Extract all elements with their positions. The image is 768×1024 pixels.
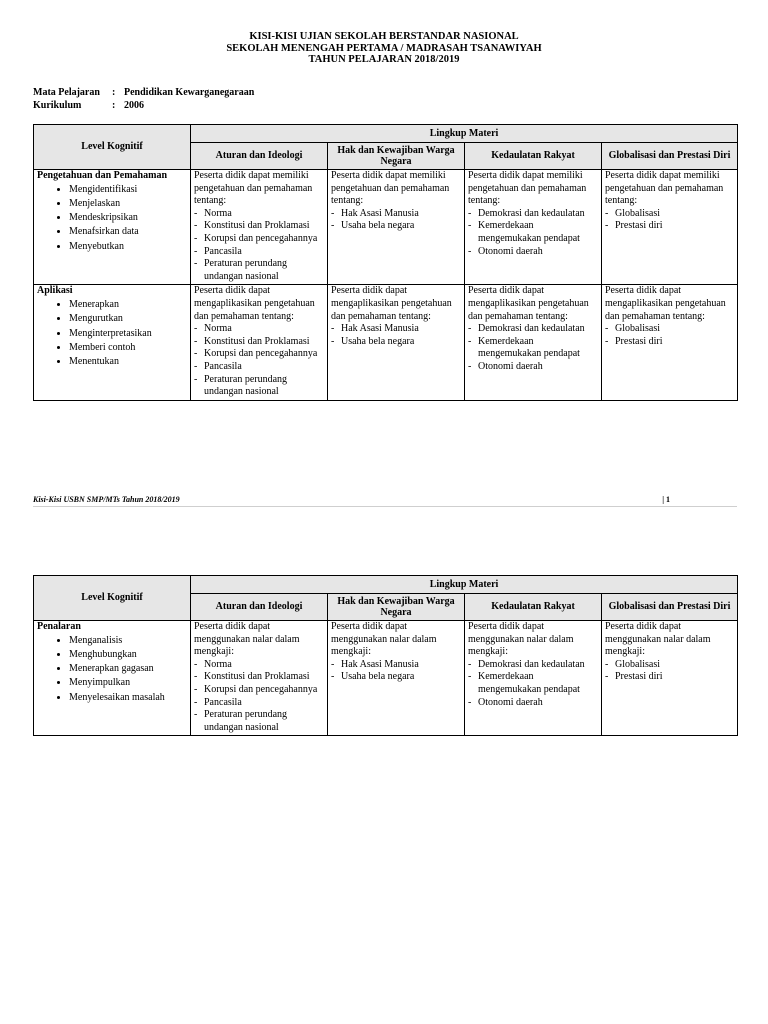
cell-intro: Peserta didik dapat mengaplikasikan pengetahuan dan pemahaman tentang: xyxy=(605,285,726,322)
scope-column-header: Globalisasi dan Prestasi Diri xyxy=(602,143,738,170)
scope-cell xyxy=(328,170,465,285)
scope-column-header: Hak dan Kewajiban Warga Negara xyxy=(328,143,465,170)
topic-item: - Otonomi daerah xyxy=(468,697,598,710)
topic-item: - Norma xyxy=(194,323,324,336)
topic-item: - Kemerdekaan mengemukakan pendapat xyxy=(468,671,598,696)
table-row xyxy=(34,285,738,400)
cell-intro: Peserta didik dapat menggunakan nalar dalam mengkaji: xyxy=(331,621,437,658)
verb-list xyxy=(37,183,187,254)
scope-column-header: Hak dan Kewajiban Warga Negara xyxy=(328,594,465,621)
verb-item: • Menafsirkan data xyxy=(69,225,187,239)
topic-item: - Otonomi daerah xyxy=(468,246,598,259)
scope-cell xyxy=(465,285,602,400)
topic-list xyxy=(605,208,734,233)
footer-text: Kisi-Kisi USBN SMP/MTs Tahun 2018/2019 xyxy=(33,495,180,504)
scope-column-header: Kedaulatan Rakyat xyxy=(465,594,602,621)
scope-column-header: Aturan dan Ideologi xyxy=(191,143,328,170)
scope-cell xyxy=(328,621,465,736)
verb-item: • Menyebutkan xyxy=(69,240,187,254)
cell-intro: Peserta didik dapat menggunakan nalar dalam mengkaji: xyxy=(194,621,300,658)
topic-item: - Kemerdekaan mengemukakan pendapat xyxy=(468,336,598,361)
scope-cell xyxy=(191,170,328,285)
topic-list xyxy=(194,323,324,399)
topic-item: - Norma xyxy=(194,659,324,672)
topic-item: - Otonomi daerah xyxy=(468,361,598,374)
topic-item: - Korupsi dan pencegahannya xyxy=(194,684,324,697)
topic-item: - Demokrasi dan kedaulatan xyxy=(468,659,598,672)
kisi-table-page2 xyxy=(33,575,738,736)
topic-list xyxy=(468,208,598,258)
topic-list xyxy=(194,659,324,735)
topic-item: - Konstitusi dan Proklamasi xyxy=(194,671,324,684)
verb-item: • Menentukan xyxy=(69,355,187,369)
verb-item: • Menganalisis xyxy=(69,634,187,648)
topic-list xyxy=(331,323,461,348)
verb-item: • Memberi contoh xyxy=(69,341,187,355)
footer-divider xyxy=(33,506,737,507)
topic-item: - Hak Asasi Manusia xyxy=(331,323,461,336)
topic-item: - Pancasila xyxy=(194,361,324,374)
scope-column-header: Aturan dan Ideologi xyxy=(191,594,328,621)
verb-item: • Menyimpulkan xyxy=(69,676,187,690)
topic-item: - Usaha bela negara xyxy=(331,220,461,233)
cell-intro: Peserta didik dapat mengaplikasikan pengetahuan dan pemahaman tentang: xyxy=(194,285,315,322)
topic-item: - Pancasila xyxy=(194,697,324,710)
cell-intro: Peserta didik dapat memiliki pengetahuan dan pemahaman tentang: xyxy=(605,170,724,207)
scope-cell xyxy=(328,285,465,400)
level-header: Level Kognitif xyxy=(34,125,191,170)
scope-column-header: Globalisasi dan Prestasi Diri xyxy=(602,594,738,621)
verb-item: • Mengidentifikasi xyxy=(69,183,187,197)
verb-item: • Menerapkan gagasan xyxy=(69,662,187,676)
scope-header: Lingkup Materi xyxy=(191,576,738,594)
subject-value: Pendidikan Kewarganegaraan xyxy=(124,87,255,98)
topic-item: - Peraturan perundang undangan nasional xyxy=(194,709,324,734)
topic-item: - Korupsi dan pencegahannya xyxy=(194,348,324,361)
document-meta xyxy=(33,87,254,112)
level-cell xyxy=(34,621,191,736)
topic-list xyxy=(605,323,734,348)
header-year: TAHUN PELAJARAN 2018/2019 xyxy=(308,54,460,65)
cell-intro: Peserta didik dapat mengaplikasikan pengetahuan dan pemahaman tentang: xyxy=(331,285,452,322)
verb-item: • Menyelesaikan masalah xyxy=(69,691,187,705)
topic-item: - Hak Asasi Manusia xyxy=(331,208,461,221)
topic-item: - Prestasi diri xyxy=(605,220,734,233)
topic-item: - Globalisasi xyxy=(605,323,734,336)
level-name: Penalaran xyxy=(37,621,81,632)
topic-item: - Konstitusi dan Proklamasi xyxy=(194,220,324,233)
topic-item: - Prestasi diri xyxy=(605,671,734,684)
scope-cell xyxy=(191,621,328,736)
topic-list xyxy=(605,659,734,684)
table-row xyxy=(34,170,738,285)
cell-intro: Peserta didik dapat memiliki pengetahuan dan pemahaman tentang: xyxy=(468,170,587,207)
curriculum-value: 2006 xyxy=(124,99,144,111)
subject-row xyxy=(33,87,254,100)
topic-item: - Globalisasi xyxy=(605,208,734,221)
topic-item: - Pancasila xyxy=(194,246,324,259)
curriculum-label: Kurikulum xyxy=(33,99,82,111)
topic-list xyxy=(468,659,598,709)
verb-item: • Menerapkan xyxy=(69,298,187,312)
topic-item: - Usaha bela negara xyxy=(331,671,461,684)
topic-item: - Prestasi diri xyxy=(605,336,734,349)
kisi-table-page1 xyxy=(33,124,738,401)
topic-item: - Hak Asasi Manusia xyxy=(331,659,461,672)
subject-label: Mata Pelajaran xyxy=(33,87,100,98)
colon: : xyxy=(112,87,116,98)
scope-column-header: Kedaulatan Rakyat xyxy=(465,143,602,170)
level-header: Level Kognitif xyxy=(34,576,191,621)
header-title: KISI-KISI UJIAN SEKOLAH BERSTANDAR NASIONAL xyxy=(249,31,519,42)
scope-cell xyxy=(191,285,328,400)
level-name: Pengetahuan dan Pemahaman xyxy=(37,170,168,181)
level-name: Aplikasi xyxy=(37,285,73,297)
cell-intro: Peserta didik dapat mengaplikasikan pengetahuan dan pemahaman tentang: xyxy=(468,285,589,322)
cell-intro: Peserta didik dapat menggunakan nalar dalam mengkaji: xyxy=(605,621,711,658)
level-cell xyxy=(34,170,191,285)
topic-list xyxy=(468,323,598,373)
verb-list xyxy=(37,634,187,705)
scope-cell xyxy=(465,621,602,736)
topic-item: - Demokrasi dan kedaulatan xyxy=(468,323,598,336)
topic-item: - Demokrasi dan kedaulatan xyxy=(468,208,598,221)
scope-cell xyxy=(602,285,738,400)
table-row xyxy=(34,621,738,736)
colon: : xyxy=(112,99,116,111)
verb-item: • Menjelaskan xyxy=(69,197,187,211)
topic-item: - Globalisasi xyxy=(605,659,734,672)
page-footer xyxy=(33,494,737,507)
verb-list xyxy=(37,298,187,369)
curriculum-row xyxy=(33,100,254,113)
topic-list xyxy=(331,659,461,684)
cell-intro: Peserta didik dapat memiliki pengetahuan dan pemahaman tentang: xyxy=(194,170,313,207)
verb-item: • Menginterpretasikan xyxy=(69,327,187,341)
topic-item: - Usaha bela negara xyxy=(331,336,461,349)
cell-intro: Peserta didik dapat menggunakan nalar dalam mengkaji: xyxy=(468,621,574,658)
document-header xyxy=(0,31,768,66)
topic-item: - Peraturan perundang undangan nasional xyxy=(194,258,324,283)
header-school: SEKOLAH MENENGAH PERTAMA / MADRASAH TSANAWIYAH xyxy=(226,42,542,54)
topic-list xyxy=(194,208,324,284)
topic-list xyxy=(331,208,461,233)
verb-item: • Mendeskripsikan xyxy=(69,211,187,225)
verb-item: • Menghubungkan xyxy=(69,648,187,662)
scope-cell xyxy=(602,170,738,285)
scope-cell xyxy=(465,170,602,285)
cell-intro: Peserta didik dapat memiliki pengetahuan dan pemahaman tentang: xyxy=(331,170,450,207)
level-cell xyxy=(34,285,191,400)
topic-item: - Norma xyxy=(194,208,324,221)
topic-item: - Kemerdekaan mengemukakan pendapat xyxy=(468,220,598,245)
topic-item: - Korupsi dan pencegahannya xyxy=(194,233,324,246)
topic-item: - Konstitusi dan Proklamasi xyxy=(194,336,324,349)
scope-header: Lingkup Materi xyxy=(191,125,738,143)
page-number: | 1 xyxy=(662,495,670,504)
verb-item: • Mengurutkan xyxy=(69,312,187,326)
topic-item: - Peraturan perundang undangan nasional xyxy=(194,374,324,399)
scope-cell xyxy=(602,621,738,736)
